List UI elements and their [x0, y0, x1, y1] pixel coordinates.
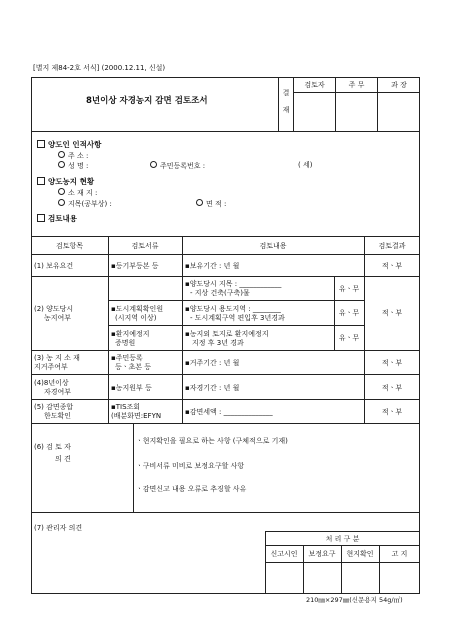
process-check-report[interactable]: [266, 563, 303, 593]
row5-docs-line2: (배분화면:EFYN: [111, 412, 162, 420]
row1-content[interactable]: ▪보유기간 : 년 월: [185, 262, 240, 270]
process-col-report: 신고시인: [270, 550, 298, 558]
row4-docs: ▪농지원부 등: [111, 384, 152, 392]
approval-col-chief: 과 장: [391, 81, 407, 89]
bullet-circle-icon: [58, 161, 65, 168]
land-location-label: 소 재 지 :: [68, 189, 98, 197]
row2a-content-line2: - 지상 건축(구축)물: [190, 289, 250, 297]
paper-spec: 210㎜×297㎜(신문용지 54g/㎡): [306, 596, 403, 604]
row3-result[interactable]: 적ㆍ부: [381, 359, 403, 367]
row3-docs-line1: ▪주민등록: [111, 354, 143, 362]
opinion-input-area[interactable]: [134, 424, 420, 512]
bullet-circle-icon: [196, 199, 203, 206]
section-review-heading: [37, 214, 77, 224]
row5-content[interactable]: ▪감면세액 : ______________: [185, 408, 273, 416]
row5-docs-line1: ▪TIS조회: [111, 403, 141, 411]
row2c-docs-line2: 증명원: [115, 339, 136, 347]
checkbox-square-icon: [37, 214, 45, 222]
row2-item-line2: 농지여부: [44, 314, 72, 322]
process-title: 처 리 구 분: [325, 535, 360, 543]
process-col-correction: 보정요구: [308, 550, 336, 558]
process-check-correction[interactable]: [304, 563, 341, 593]
row2c-content-line2: 지정 후 3년 경과: [192, 339, 244, 347]
row3-docs-line2: 등ㆍ초본 등: [115, 363, 152, 371]
bullet-circle-icon: [58, 151, 65, 158]
row2c-docs-line1: ▪환지예정지: [111, 330, 150, 338]
checkbox-square-icon: [37, 177, 45, 185]
seller-name[interactable]: [58, 161, 88, 170]
row4-content[interactable]: ▪자경기간 : 년 월: [185, 384, 240, 392]
row1-result[interactable]: 적ㆍ부: [381, 262, 403, 270]
row4-item-line2: 자경여부: [44, 388, 72, 396]
row2-result[interactable]: 적ㆍ부: [381, 309, 403, 317]
row2b-docs-line2: (시지역 이상): [115, 314, 157, 322]
row2b-yn[interactable]: 유ㆍ무: [338, 309, 360, 317]
land-category-label: 지목(공부상) :: [68, 200, 112, 208]
row1-docs: ▪등기부등본 등: [111, 262, 159, 270]
row2c-content-line1: ▪농지외 토지로 환지예정지: [185, 330, 269, 338]
row4-item-line1: (4)8년이상: [34, 379, 69, 387]
col-header-content: 검토내용: [259, 242, 287, 250]
row2a-content-line1[interactable]: ▪양도당시 지목 : ____________: [185, 280, 282, 288]
approval-col-main: 주 무: [348, 81, 365, 89]
col-header-result: 검토결과: [378, 242, 406, 250]
section-review-label: 검토내용: [48, 214, 77, 223]
section-seller-heading: [37, 140, 101, 150]
row4-result[interactable]: 적ㆍ부: [381, 384, 403, 392]
approval-sign-chief[interactable]: [378, 93, 420, 131]
row3-item-line2: 지거주여부: [34, 363, 68, 371]
approval-label-top: 결: [282, 89, 290, 97]
form-title: 8년이상 자경농지 감면 검토조서: [86, 96, 208, 106]
approval-label-bottom: 재: [282, 106, 290, 114]
seller-address-label: 주 소 :: [68, 152, 89, 160]
opinion-label-line1: (6) 검 토 자: [34, 443, 71, 451]
manager-opinion-input[interactable]: [32, 536, 264, 593]
process-col-inspection: 현지확인: [346, 550, 374, 558]
row2a-yn[interactable]: 유ㆍ무: [338, 285, 360, 293]
section-seller-label: 양도인 인적사항: [48, 140, 102, 149]
checkbox-square-icon: [37, 140, 45, 148]
bullet-circle-icon: [58, 199, 65, 206]
section-land-heading: [37, 177, 94, 187]
row1-item: (1) 보유요건: [34, 262, 74, 270]
manager-opinion-label: (7) 관리자 의견: [34, 524, 83, 532]
row2b-content-line2: - 도시계획구역 편입후 3년경과: [190, 314, 285, 322]
seller-age[interactable]: ( 세): [298, 161, 313, 169]
approval-sign-main[interactable]: [336, 93, 377, 131]
bullet-circle-icon: [150, 161, 157, 168]
opinion-line3: ㆍ감면신고 내용 오류로 추징할 사유: [136, 485, 247, 493]
section-land-label: 양도농지 현황: [48, 177, 95, 186]
opinion-label-line2: 의 견: [55, 455, 71, 463]
row3-item-line1: (3) 농 지 소 재: [34, 354, 80, 362]
seller-id-number[interactable]: [150, 161, 205, 170]
seller-address[interactable]: [58, 151, 88, 160]
approval-col-reviewer: 검토자: [304, 81, 325, 89]
opinion-line2: ㆍ구비서류 미비로 보정요구할 사항: [136, 462, 245, 470]
land-area-label: 면 적 :: [206, 200, 227, 208]
approval-sign-reviewer[interactable]: [294, 93, 335, 131]
process-check-notice[interactable]: [380, 563, 420, 593]
opinion-line1: ㆍ현지확인을 필요로 하는 사항 (구체적으로 기재): [136, 437, 288, 445]
process-col-notice: 고 지: [391, 550, 408, 558]
row2b-docs-line1: ▪도시계획확인원: [111, 305, 164, 313]
row5-result[interactable]: 적ㆍ부: [381, 408, 403, 416]
row2c-yn[interactable]: 유ㆍ무: [338, 334, 360, 342]
seller-id-label: 주민등록번호 :: [160, 162, 206, 170]
process-check-inspection[interactable]: [342, 563, 379, 593]
bullet-circle-icon: [58, 188, 65, 195]
row2-item-line1: (2) 양도당시: [34, 305, 74, 313]
seller-name-label: 성 명 :: [68, 162, 89, 170]
form-reference: [별지 제84-2호 서식] (2000.12.11, 신설): [33, 64, 166, 72]
row5-item-line1: (5) 감면종합: [34, 403, 74, 411]
row3-content[interactable]: ▪거주기간 : 년 월: [185, 359, 240, 367]
land-area[interactable]: [196, 199, 226, 208]
land-location[interactable]: [58, 188, 97, 197]
row5-item-line2: 한도확인: [44, 412, 72, 420]
land-category[interactable]: [58, 199, 112, 208]
col-header-item: 검토항목: [55, 242, 84, 250]
row2b-content-line1[interactable]: ▪양도당시 용도지역 : ________: [185, 305, 281, 313]
col-header-docs: 검토서류: [131, 242, 159, 250]
